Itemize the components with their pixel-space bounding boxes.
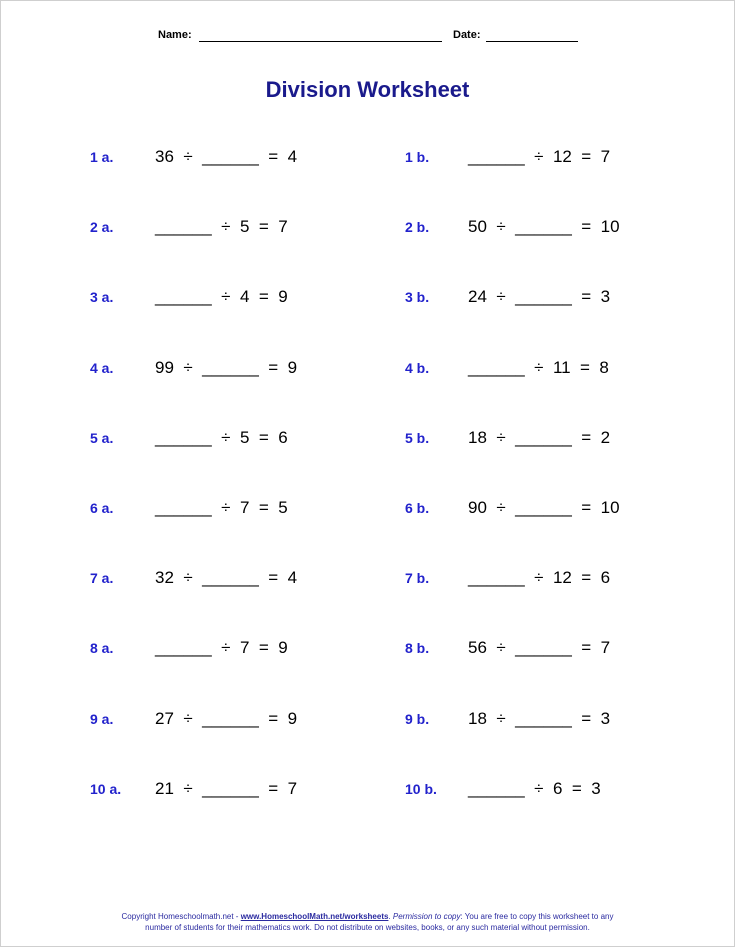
problem-equation-b: ______ ÷ 11 = 8 — [468, 357, 609, 377]
copyright-footer: Copyright Homeschoolmath.net - www.HomeschoolMath.net/worksheets. Permission to copy: You are free to copy this worksheet to any number of students for their mathematics work. Do not distribute on websites, books, or any such material without permission. — [0, 911, 735, 933]
date-blank-line — [486, 41, 578, 42]
problem-equation-a: ______ ÷ 4 = 9 — [155, 287, 288, 307]
problem-equation-b: ______ ÷ 12 = 6 — [468, 568, 611, 588]
problem-label-b: 3 b. — [405, 289, 430, 306]
problem-label-b: 1 b. — [405, 149, 430, 165]
problem-label-b: 9 b. — [405, 710, 430, 727]
problem-equation-a: 36 ÷ ______ = 4 — [155, 147, 298, 166]
problem-label-a: 10 a. — [90, 780, 122, 797]
problem-row — [0, 709, 735, 739]
problem-row — [0, 638, 735, 668]
problem-row — [0, 428, 735, 458]
name-blank-line — [199, 41, 442, 42]
problem-label-a: 1 a. — [90, 149, 114, 165]
date-label: Date: — [453, 29, 481, 41]
problem-equation-a: ______ ÷ 7 = 5 — [155, 498, 288, 517]
problem-equation-b: 56 ÷ ______ = 7 — [468, 638, 611, 658]
problem-label-a: 4 a. — [90, 359, 114, 376]
problem-equation-a: 27 ÷ ______ = 9 — [155, 708, 298, 728]
problem-label-a: 5 a. — [90, 429, 114, 446]
worksheet-title: Division Worksheet — [265, 77, 470, 102]
problem-row — [0, 147, 735, 177]
problem-label-b: 7 b. — [405, 570, 430, 587]
problem-label-b: 6 b. — [405, 500, 430, 516]
name-label: Name: — [158, 29, 192, 41]
copyright-line-2: number of students for their mathematics work. Do not distribute on websites, books, or any such material without permission. — [145, 923, 590, 932]
problem-equation-b: ______ ÷ 12 = 7 — [468, 147, 611, 166]
problem-equation-b: 18 ÷ ______ = 2 — [468, 427, 611, 447]
problem-equation-a: ______ ÷ 7 = 9 — [155, 638, 288, 658]
problem-label-a: 7 a. — [90, 570, 114, 587]
problem-equation-a: 32 ÷ ______ = 4 — [155, 568, 298, 588]
worksheets-link[interactable]: www.HomeschoolMath.net/worksheets — [240, 912, 389, 921]
problem-row — [0, 217, 735, 247]
problem-row — [0, 358, 735, 388]
problem-row — [0, 568, 735, 598]
problem-equation-a: 21 ÷ ______ = 7 — [155, 778, 298, 798]
problem-equation-b: 24 ÷ ______ = 3 — [468, 287, 611, 307]
problem-label-b: 5 b. — [405, 429, 430, 446]
problem-row — [0, 498, 735, 528]
problem-label-b: 4 b. — [405, 359, 430, 376]
problem-equation-b: ______ ÷ 6 = 3 — [468, 778, 601, 798]
permission-label: Permission to copy — [392, 912, 461, 921]
problem-equation-b: 90 ÷ ______ = 10 — [468, 498, 620, 517]
problem-equation-a: ______ ÷ 5 = 6 — [155, 427, 288, 447]
copyright-text: Copyright Homeschoolmath.net - — [121, 912, 241, 921]
problem-label-b: 8 b. — [405, 640, 430, 657]
problem-label-b: 10 b. — [405, 780, 437, 797]
problem-row — [0, 287, 735, 317]
problem-label-a: 3 a. — [90, 289, 114, 306]
problem-equation-b: 50 ÷ ______ = 10 — [468, 217, 620, 237]
problem-label-a: 6 a. — [90, 500, 114, 516]
problem-row — [0, 779, 735, 809]
problem-equation-b: 18 ÷ ______ = 3 — [468, 708, 611, 728]
problem-equation-a: ______ ÷ 5 = 7 — [155, 217, 288, 237]
problem-label-a: 2 a. — [90, 219, 114, 236]
permission-text: : You are free to copy this worksheet to any — [460, 912, 614, 921]
problem-equation-a: 99 ÷ ______ = 9 — [155, 357, 298, 377]
problem-label-b: 2 b. — [405, 219, 430, 236]
problem-label-a: 9 a. — [90, 710, 114, 727]
problem-label-a: 8 a. — [90, 640, 114, 657]
